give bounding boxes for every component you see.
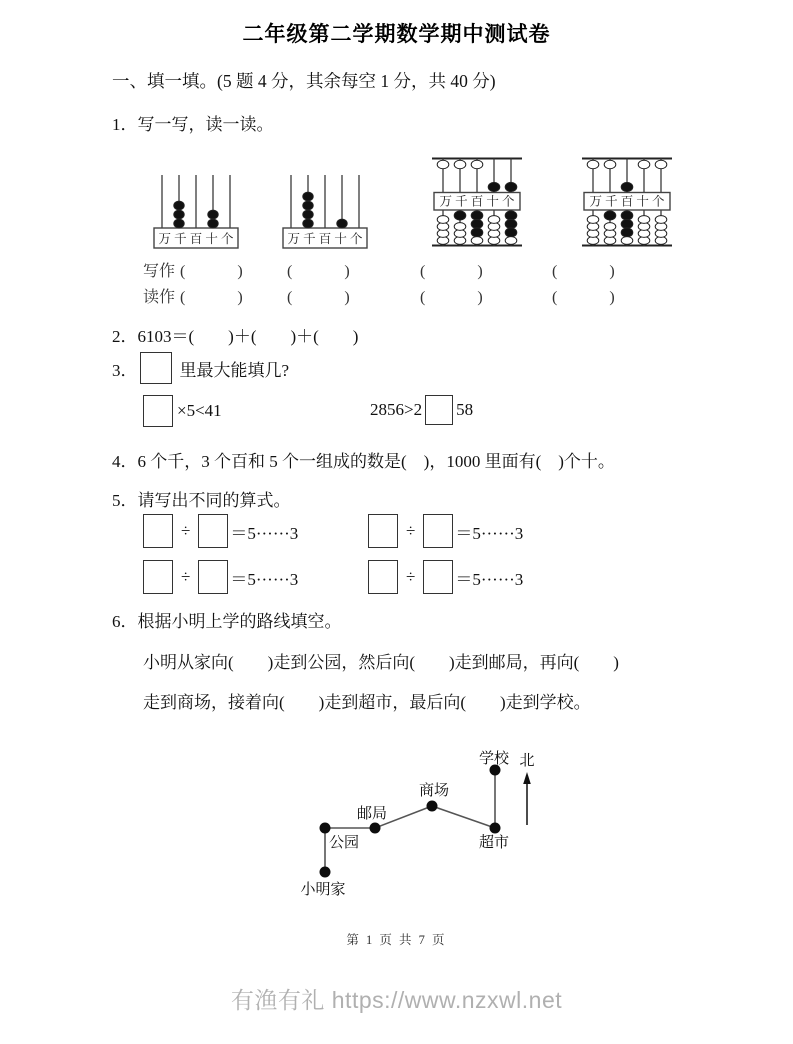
read-as-label: 读作 <box>143 289 176 306</box>
supermarket-label: 超市 <box>478 835 510 851</box>
question-3-text: 里最大能填几? <box>179 360 290 380</box>
equation-result: ＝5······3 <box>455 523 524 543</box>
question-6-label: 6．根据小明上学的路线填空。 <box>112 612 342 631</box>
question-3-left-expression <box>143 395 222 427</box>
inequality-left: ×5<41 <box>177 401 222 420</box>
mall-dot <box>427 801 438 812</box>
place-value-labels: 万 千 百 十 个 <box>158 232 234 246</box>
section-heading: 一、填一填。(5 题 4 分，其余每空 1 分，共 40 分) <box>112 71 496 91</box>
question-3-line <box>112 352 289 384</box>
counter-abacus-2 <box>283 175 367 248</box>
equation-result: ＝5······3 <box>455 569 524 589</box>
answer-blank: ( ) <box>180 263 244 280</box>
suanpan-abacus-2 <box>582 159 672 246</box>
divide-sign: ÷ <box>181 567 191 586</box>
counter-abacus-1 <box>154 175 238 248</box>
answer-box <box>368 514 398 548</box>
place-value-labels: 万 千 百 十 个 <box>589 194 665 209</box>
place-value-labels: 万 千 百 十 个 <box>439 194 515 209</box>
mall-label: 商场 <box>418 783 450 799</box>
answer-box <box>198 514 228 548</box>
question-5-label: 5．请写出不同的算式。 <box>112 491 291 510</box>
inequality-right-prefix: 2856>2 <box>370 400 423 419</box>
page-title: 二年级第二学期数学期中测试卷 <box>242 22 551 46</box>
answer-blank: ( ) <box>420 263 484 280</box>
abacus-figure <box>140 144 700 252</box>
home-label: 小明家 <box>300 882 346 898</box>
question-4-label: 4．6 个千，3 个百和 5 个一组成的数是( )，1000 里面有( )个十。 <box>112 452 615 471</box>
page-number: 第 1 页 共 7 页 <box>346 933 447 947</box>
school-label: 学校 <box>478 751 510 767</box>
question-6-text-line-2: 走到商场，接着向( )走到超市，最后向( )走到学校。 <box>143 693 591 712</box>
equation-result: ＝5······3 <box>230 523 299 543</box>
north-label: 北 <box>519 753 535 769</box>
division-equation <box>368 514 523 548</box>
route-map <box>280 737 565 909</box>
answer-blank: ( ) <box>420 289 484 306</box>
inequality-right-suffix: 58 <box>456 400 474 419</box>
answer-box <box>198 560 228 594</box>
watermark-text: 有渔有礼 https://www.nzxwl.net <box>230 987 563 1013</box>
post-office-label: 邮局 <box>356 806 388 822</box>
question-3-number: 3． <box>112 360 138 380</box>
answer-blank: ( ) <box>180 289 244 306</box>
question-2-label: 2．6103＝( )＋( )＋( ) <box>112 327 359 346</box>
question-6-text-line-1: 小明从家向( )走到公园，然后向( )走到邮局，再向( ) <box>143 653 619 672</box>
answer-box <box>140 352 172 384</box>
answer-box <box>423 560 453 594</box>
supermarket-dot <box>490 823 501 834</box>
answer-box <box>368 560 398 594</box>
answer-blank: ( ) <box>552 263 616 280</box>
divide-sign: ÷ <box>181 521 191 540</box>
post-office-dot <box>370 823 381 834</box>
equation-result: ＝5······3 <box>230 569 299 589</box>
north-arrow-icon <box>523 772 531 825</box>
divide-sign: ÷ <box>406 521 416 540</box>
question-3-right-expression <box>370 395 473 425</box>
division-equation <box>368 560 523 594</box>
division-equation <box>143 514 298 548</box>
answer-box <box>143 395 173 427</box>
divide-sign: ÷ <box>406 567 416 586</box>
park-label: 公园 <box>328 835 360 851</box>
answer-box <box>425 395 453 425</box>
park-dot <box>320 823 331 834</box>
answer-blank: ( ) <box>287 263 351 280</box>
answer-blank: ( ) <box>287 289 351 306</box>
write-as-label: 写作 <box>143 263 176 280</box>
home-dot <box>320 867 331 878</box>
answer-box <box>423 514 453 548</box>
division-equation <box>143 560 298 594</box>
question-1-label: 1．写一写，读一读。 <box>112 115 274 134</box>
suanpan-abacus-1 <box>432 159 522 246</box>
answer-box <box>143 560 173 594</box>
answer-box <box>143 514 173 548</box>
place-value-labels: 万 千 百 十 个 <box>287 232 363 246</box>
answer-blank: ( ) <box>552 289 616 306</box>
